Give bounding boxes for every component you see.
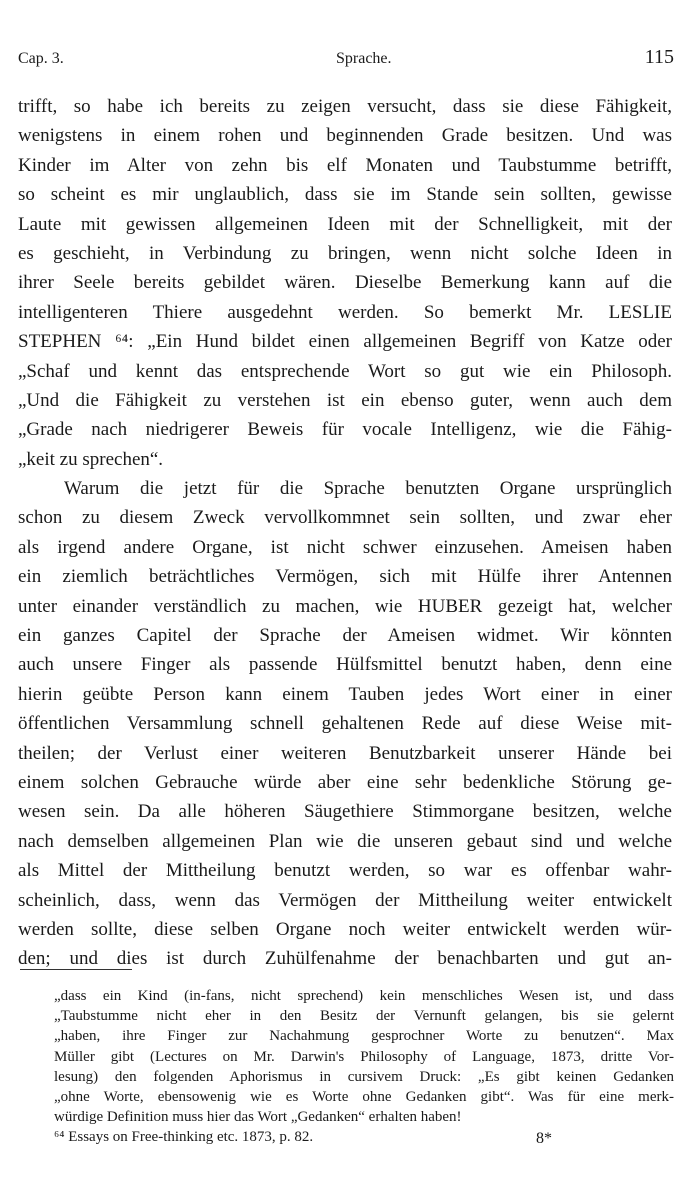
text-line: schon zu diesem Zweck vervollkommnet sein sollten, und zwar eher <box>18 507 672 529</box>
text-line: öffentlichen Versammlung schnell gehaltenen Rede auf diese Weise mit- <box>18 713 672 735</box>
text-line: einem solchen Gebrauche würde aber eine sehr bedenkliche Störung ge- <box>18 771 672 793</box>
signature-mark: 8* <box>536 1130 552 1147</box>
text-line: scheinlich, dass, wenn das Vermögen der Mittheilung weiter entwickelt <box>18 889 672 911</box>
page-number: 115 <box>644 46 674 68</box>
footnote-line: „ohne Worte, ebensowenig wie es Worte ohne Gedanken gibt“. Was für eine merk- <box>54 1088 674 1105</box>
text-line: trifft, so habe ich bereits zu zeigen versucht, dass sie diese Fähigkeit, <box>18 96 672 117</box>
running-header <box>18 46 674 72</box>
text-line: ihrer Seele bereits gebildet wären. Dieselbe Bemerkung kann auf die <box>18 272 672 294</box>
footnote-64: ⁶⁴ Essays on Free-thinking etc. 1873, p. 82. <box>54 1129 314 1146</box>
text-line: „Und die Fähigkeit zu verstehen ist ein ebenso guter, wenn auch dem <box>18 389 672 411</box>
text-line: theilen; der Verlust einer weiteren Benutzbarkeit unserer Hände bei <box>18 742 672 764</box>
text-line: wenigstens in einem rohen und beginnenden Grade besitzen. Und was <box>18 125 672 147</box>
text-line: Laute mit gewissen allgemeinen Ideen mit der Schnelligkeit, mit der <box>18 213 672 235</box>
text-line: den; und dies ist durch Zuhülfenahme der benachbarten und gut an- <box>18 948 672 970</box>
footnote-line: würdige Definition muss hier das Wort „Gedanken“ erhalten haben! <box>54 1109 462 1126</box>
text-line: intelligenteren Thiere ausgedehnt werden. So bemerkt Mr. LESLIE <box>18 301 672 323</box>
footnote-line: lesung) den folgenden Aphorismus in cursivem Druck: „Es gibt keinen Gedanken <box>54 1068 674 1085</box>
text-line: als Mittel der Mittheilung benutzt werden, so war es offenbar wahr- <box>18 860 672 882</box>
text-line: auch unsere Finger als passende Hülfsmittel benutzt haben, denn eine <box>18 654 672 676</box>
text-line: „Grade nach niedrigerer Beweis für vocale Intelligenz, wie die Fähig- <box>18 419 672 441</box>
text-line: Warum die jetzt für die Sprache benutzten Organe ursprünglich <box>64 478 672 500</box>
text-line: es geschieht, in Verbindung zu bringen, wenn nicht solche Ideen in <box>18 242 672 264</box>
main-text <box>18 92 672 974</box>
text-line: „Schaf und kennt das entsprechende Wort so gut wie ein Philosoph. <box>18 360 672 382</box>
footnote-line: „haben, ihre Finger zur Nachahmung gesprochner Worte zu benutzen“. Max <box>54 1028 674 1045</box>
footnote-divider <box>20 969 132 970</box>
text-line: STEPHEN ⁶⁴: „Ein Hund bildet einen allgemeinen Begriff von Katze oder <box>18 331 672 353</box>
chapter-label: Cap. 3. <box>18 50 64 67</box>
running-title: Sprache. <box>336 50 392 67</box>
text-line: hierin geübte Person kann einem Tauben jedes Wort einer in einer <box>18 683 672 705</box>
text-line: „keit zu sprechen“. <box>18 448 164 470</box>
footnote-line: Müller gibt (Lectures on Mr. Darwin's Philosophy of Language, 1873, dritte Vor- <box>54 1048 674 1065</box>
text-line: als irgend andere Organe, ist nicht schwer einzusehen. Ameisen haben <box>18 536 672 558</box>
footnote-line: „Taubstumme nicht eher in den Besitz der Vernunft gelangen, bis sie gelernt <box>54 1008 674 1025</box>
text-line: so scheint es mir unglaublich, dass sie im Stande sein sollten, gewisse <box>18 184 672 206</box>
text-line: unter einander verständlich zu machen, wie HUBER gezeigt hat, welcher <box>18 595 672 617</box>
text-line: ein ziemlich beträchtliches Vermögen, sich mit Hülfe ihrer Antennen <box>18 566 672 588</box>
text-line: wesen sein. Da alle höheren Säugethiere Stimmorgane besitzen, welche <box>18 801 672 823</box>
text-line: Kinder im Alter von zehn bis elf Monaten und Taubstumme betrifft, <box>18 154 672 176</box>
footnote-line: „dass ein Kind (in-fans, nicht sprechend) kein menschliches Wesen ist, und dass <box>54 988 674 1004</box>
footnotes <box>54 986 674 1148</box>
text-line: werden sollte, diese selben Organe noch weiter entwickelt werden wür- <box>18 918 672 940</box>
text-line: nach demselben allgemeinen Plan wie die unseren gebaut sind und welche <box>18 830 672 852</box>
text-line: ein ganzes Capitel der Sprache der Ameisen widmet. Wir könnten <box>18 625 672 647</box>
